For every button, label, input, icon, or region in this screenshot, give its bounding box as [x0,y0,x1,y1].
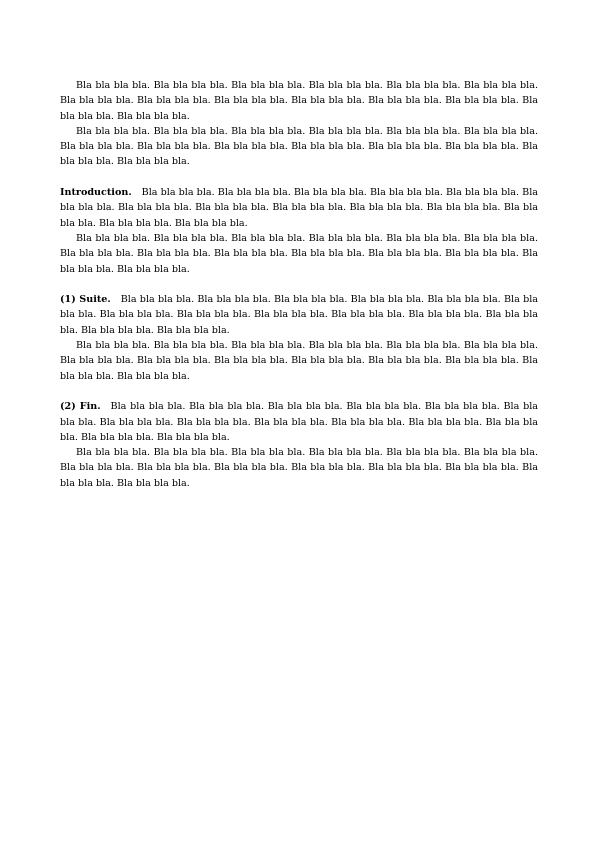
section-introduction [60,185,538,277]
paragraph: Bla bla bla bla. Bla bla bla bla. Bla bla bla bla. Bla bla bla bla. Bla bla bla bla. Bla bla bla bla. Bla bla bla bla. Bla bla bla bla. Bla bla bla bla. Bla bla bla bla. Bla bla bla bla. Bla bla bla bla. Bla bla bla bla. Bla bla bla bla. [60,80,538,122]
paragraph: Bla bla bla bla. Bla bla bla bla. Bla bla bla bla. Bla bla bla bla. Bla bla bla bla. Bla bla bla bla. Bla bla bla bla. Bla bla bla bla. Bla bla bla bla. Bla bla bla bla. Bla bla bla bla. Bla bla bla bla. Bla bla bla bla. Bla bla bla bla. [60,340,538,382]
paragraph: Bla bla bla bla. Bla bla bla bla. Bla bla bla bla. Bla bla bla bla. Bla bla bla bla. Bla bla bla bla. Bla bla bla bla. Bla bla bla bla. Bla bla bla bla. Bla bla bla bla. Bla bla bla bla. Bla bla bla bla. Bla bla bla bla. Bla bla bla bla. [60,447,538,489]
paragraph: Bla bla bla bla. Bla bla bla bla. Bla bla bla bla. Bla bla bla bla. Bla bla bla bla. Bla bla bla bla. Bla bla bla bla. Bla bla bla bla. Bla bla bla bla. Bla bla bla bla. Bla bla bla bla. Bla bla bla bla. Bla bla bla bla. Bla bla bla bla. [60,125,538,168]
paragraph: Bla bla bla bla. Bla bla bla bla. Bla bla bla bla. Bla bla bla bla. Bla bla bla bla. Bla bla bla bla. Bla bla bla bla. Bla bla bla bla. Bla bla bla bla. Bla bla bla bla. Bla bla bla bla. Bla bla bla bla. Bla bla bla bla. Bla bla bla bla. [60,232,538,275]
paragraph [60,185,538,231]
paragraph-text: Bla bla bla bla. Bla bla bla bla. Bla bla bla bla. Bla bla bla bla. Bla bla bla bla. Bla bla bla bla. Bla bla bla bla. Bla bla bla bla. Bla bla bla bla. Bla bla bla bla. Bla bla bla bla. Bla bla bla bla. Bla bla bla bla. Bla bla bla bla. [60,187,538,229]
section-heading: (1) Suite. [60,294,111,306]
section-suite [60,292,538,384]
section-heading: (2) Fin. [60,401,101,413]
section-heading: Introduction. [60,187,132,199]
section-fin [60,399,538,491]
paragraph [60,292,538,338]
paragraph [60,399,538,445]
document-body [60,78,538,506]
paragraph-text: Bla bla bla bla. Bla bla bla bla. Bla bla bla bla. Bla bla bla bla. Bla bla bla bla. Bla bla bla bla. Bla bla bla bla. Bla bla bla bla. Bla bla bla bla. Bla bla bla bla. Bla bla bla bla. Bla bla bla bla. Bla bla bla bla. Bla bla bla bla. [60,294,538,336]
paragraph-text: Bla bla bla bla. Bla bla bla bla. Bla bla bla bla. Bla bla bla bla. Bla bla bla bla. Bla bla bla bla. Bla bla bla bla. Bla bla bla bla. Bla bla bla bla. Bla bla bla bla. Bla bla bla bla. Bla bla bla bla. Bla bla bla bla. Bla bla bla bla. [60,401,538,443]
intro-block [60,78,538,170]
